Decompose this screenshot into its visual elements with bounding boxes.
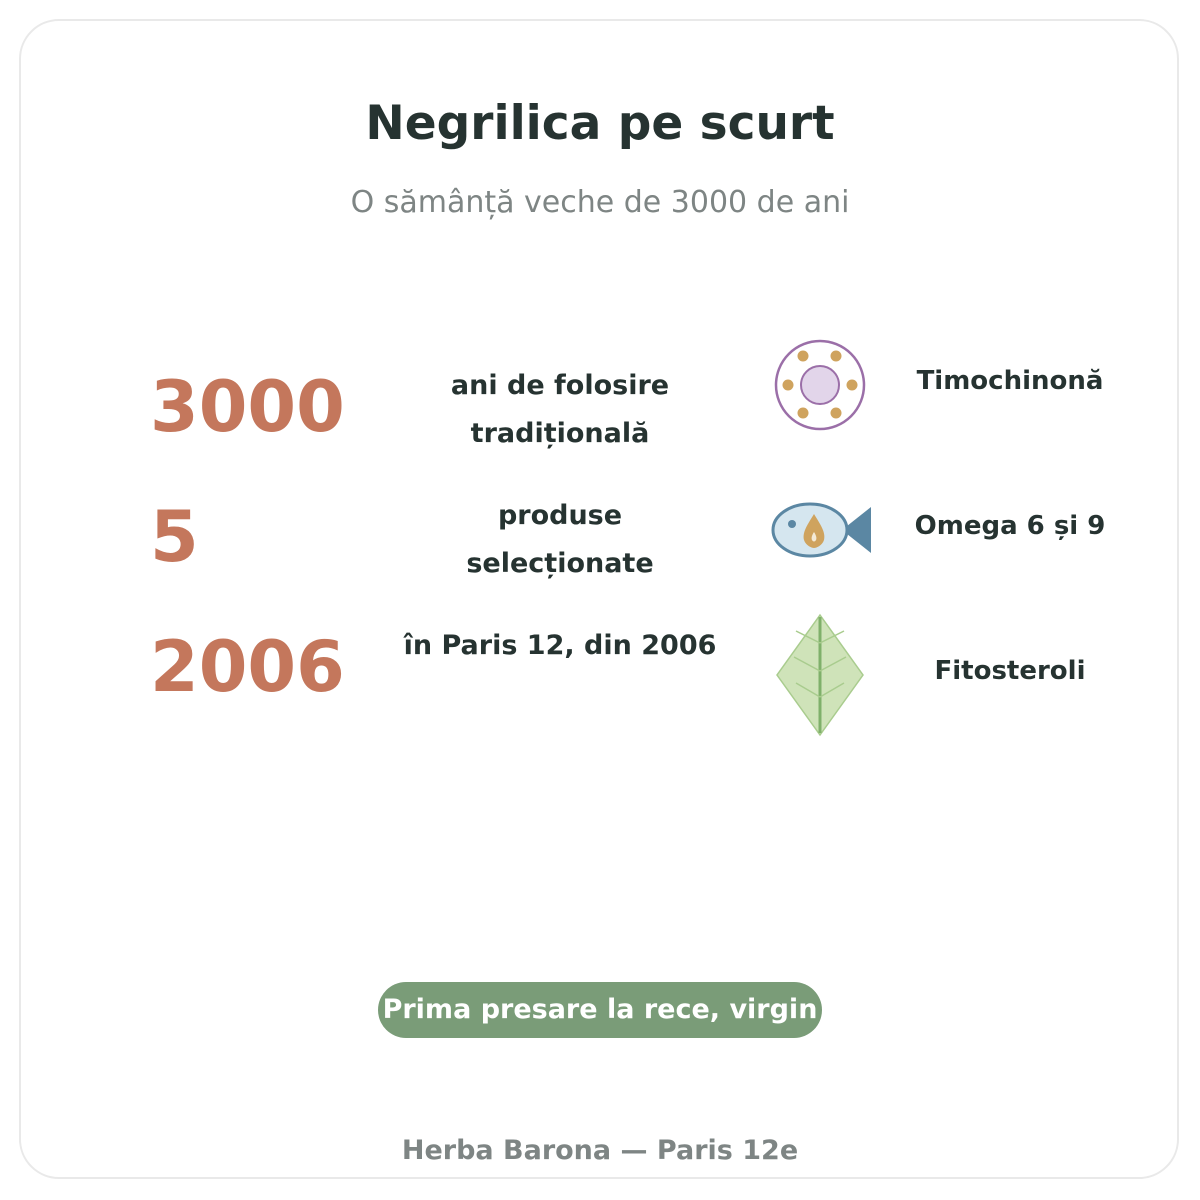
cold-pressed-badge: Prima presare la rece, virgin	[378, 982, 822, 1038]
leaf-icon	[774, 613, 866, 737]
feature-label-phytosterols: Fitosteroli	[934, 656, 1086, 686]
stat-value-years: 3000	[150, 366, 345, 448]
molecule-icon	[773, 338, 867, 432]
page-title: Negrilica pe scurt	[365, 96, 835, 151]
stat-description-since: în Paris 12, din 2006	[403, 630, 717, 661]
stat-value-since: 2006	[150, 626, 345, 708]
feature-label-omega: Omega 6 și 9	[914, 511, 1106, 541]
stat-value-products: 5	[150, 496, 199, 578]
feature-label-thymoquinone: Timochinonă	[916, 366, 1104, 396]
footer-brand: Herba Barona — Paris 12e	[401, 1135, 799, 1166]
stat-description-years: ani de folosire tradițională	[450, 370, 670, 449]
fish-icon	[770, 500, 874, 560]
stat-description-products: produse selecționate	[466, 500, 654, 579]
page-subtitle: O sămânță veche de 3000 de ani	[350, 185, 850, 220]
